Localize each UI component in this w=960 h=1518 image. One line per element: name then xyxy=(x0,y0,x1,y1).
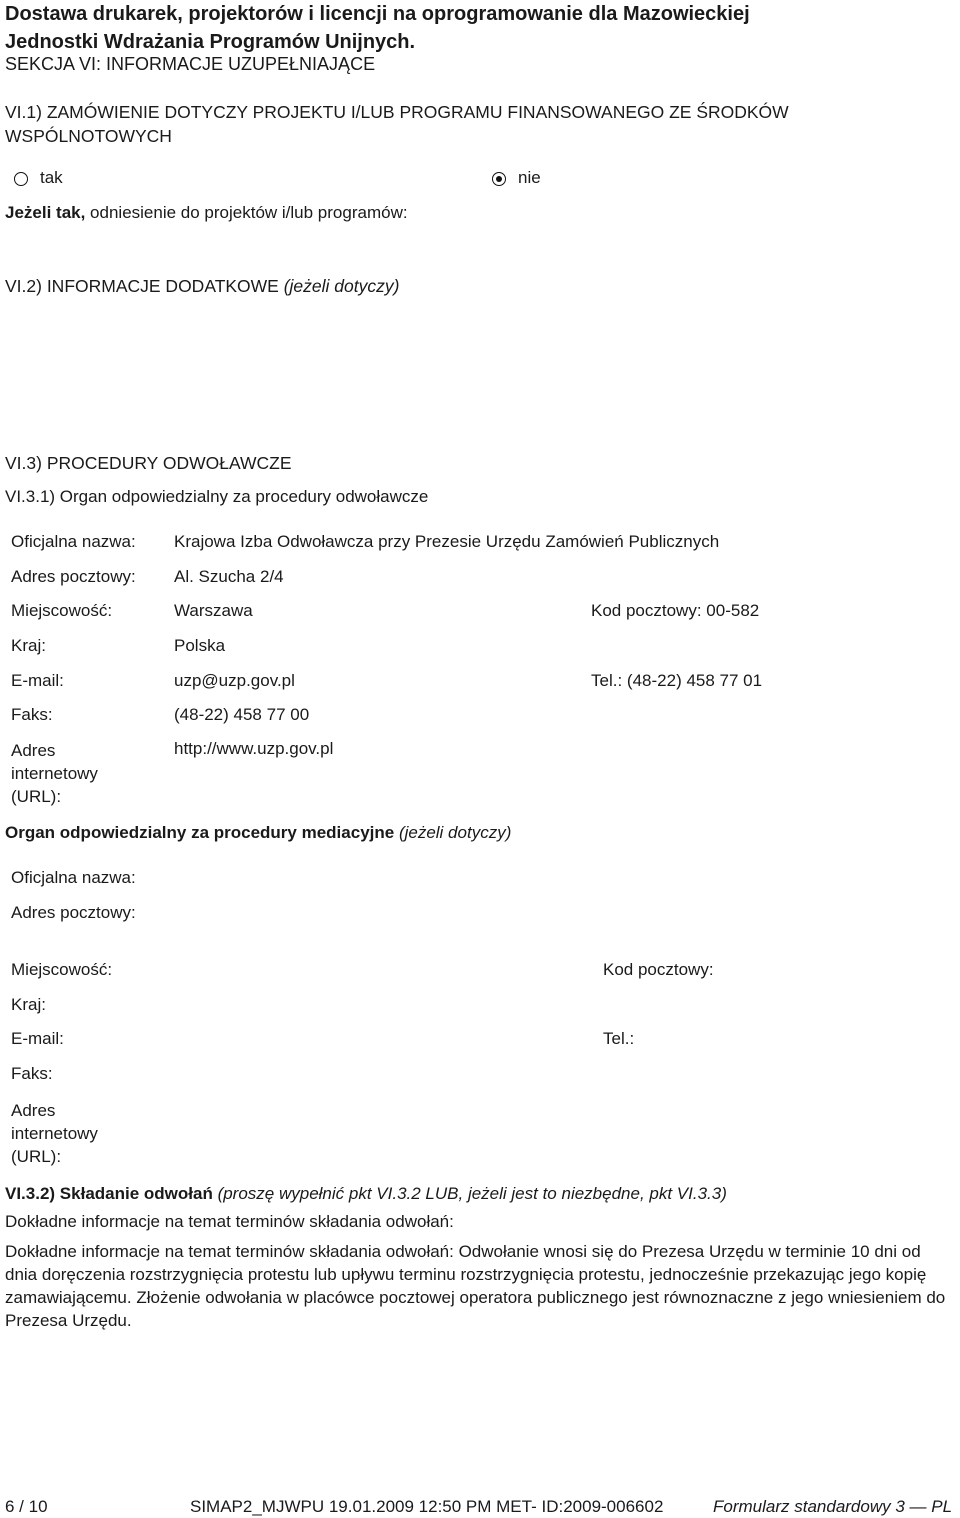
mediation-label-city: Miejscowość: xyxy=(11,960,113,979)
label-official-name: Oficjalna nazwa: xyxy=(11,532,136,551)
appeal-postcode: 00-582 xyxy=(706,601,760,620)
vi32-heading-note: (proszę wypełnić pkt VI.3.2 LUB, jeżeli jest to niezbędne, pkt VI.3.3) xyxy=(217,1184,727,1203)
vi3-heading: VI.3) PROCEDURY ODWOŁAWCZE xyxy=(5,453,292,473)
label-url xyxy=(11,739,98,808)
if-yes-line xyxy=(5,203,408,223)
mediation-heading xyxy=(5,823,511,843)
mediation-label-email: E-mail: xyxy=(11,1029,64,1048)
footer-page-number: 6 / 10 xyxy=(5,1497,48,1516)
label-country: Kraj: xyxy=(11,636,46,655)
radio-tak-label: tak xyxy=(40,168,63,187)
appeal-city: Warszawa xyxy=(174,601,253,620)
vi32-heading-text: VI.3.2) Składanie odwołań xyxy=(5,1184,218,1203)
section-title: SEKCJA VI: INFORMACJE UZUPEŁNIAJĄCE xyxy=(5,54,376,74)
label-postal-address: Adres pocztowy: xyxy=(11,567,136,586)
mediation-label-postal-address: Adres pocztowy: xyxy=(11,903,136,922)
radio-nie[interactable] xyxy=(492,172,506,186)
vi1-heading-line1: VI.1) ZAMÓWIENIE DOTYCZY PROJEKTU I/LUB PROGRAMU FINANSOWANEGO ZE ŚRODKÓW xyxy=(5,102,789,122)
details-label: Dokładne informacje na temat terminów składania odwołań: xyxy=(5,1212,454,1231)
if-yes-rest: odniesienie do projektów i/lub programów: xyxy=(85,203,408,222)
label-url-line1: Adres xyxy=(11,741,56,760)
vi2-heading xyxy=(5,276,399,297)
details-paragraph: Dokładne informacje na temat terminów składania odwołań: Odwołanie wnosi się do Prezesa Urzędu w terminie 10 dni od dnia doręczenia rozstrzygnięcia protestu lub upływu terminu rozstrzygnięcia protestu, jednocześnie przekazując jego kopię zamawiającemu. Złożenie odwołania w placówce pocztowej operatora publicznego jest równoznaczne z jego wniesieniem do Prezesa Urzędu. xyxy=(5,1242,946,1330)
label-postcode: Kod pocztowy: xyxy=(591,601,702,620)
mediation-label-url-line1: Adres xyxy=(11,1101,56,1120)
if-yes-bold: Jeżeli tak, xyxy=(5,203,86,222)
appeal-postcode-row xyxy=(591,601,759,621)
mediation-label-country: Kraj: xyxy=(11,995,46,1014)
appeal-official-name: Krajowa Izba Odwoławcza przy Prezesie Urzędu Zamówień Publicznych xyxy=(174,532,720,551)
appeal-country: Polska xyxy=(174,636,226,655)
mediation-label-tel: Tel.: xyxy=(603,1029,635,1048)
appeal-url[interactable]: http://www.uzp.gov.pl xyxy=(174,739,334,758)
radio-tak[interactable] xyxy=(14,172,28,186)
mediation-label-url xyxy=(11,1099,98,1168)
appeal-tel: (48-22) 458 77 01 xyxy=(626,671,763,690)
footer-form-name: Formularz standardowy 3 — PL xyxy=(713,1497,953,1516)
label-url-line2: internetowy xyxy=(11,764,98,783)
mediation-heading-note: (jeżeli dotyczy) xyxy=(398,823,512,842)
label-url-line3: (URL): xyxy=(11,787,62,806)
appeal-fax: (48-22) 458 77 00 xyxy=(174,705,310,724)
label-tel: Tel.: xyxy=(591,671,623,690)
mediation-label-official-name: Oficjalna nazwa: xyxy=(11,868,136,887)
mediation-label-url-line3: (URL): xyxy=(11,1147,62,1166)
mediation-label-fax: Faks: xyxy=(11,1064,53,1083)
vi31-heading: VI.3.1) Organ odpowiedzialny za procedury odwoławcze xyxy=(5,487,429,506)
appeal-tel-row xyxy=(591,671,762,691)
appeal-email[interactable]: uzp@uzp.gov.pl xyxy=(174,671,295,690)
appeal-postal-address: Al. Szucha 2/4 xyxy=(174,567,284,586)
label-city: Miejscowość: xyxy=(11,601,113,620)
vi1-heading-line2: WSPÓLNOTOWYCH xyxy=(5,126,172,146)
mediation-label-url-line2: internetowy xyxy=(11,1124,98,1143)
footer-document-id: SIMAP2_MJWPU 19.01.2009 12:50 PM MET- ID:2009-006602 xyxy=(190,1497,664,1516)
vi2-heading-note: (jeżeli dotyczy) xyxy=(283,276,400,296)
label-fax: Faks: xyxy=(11,705,53,724)
vi2-heading-text: VI.2) INFORMACJE DODATKOWE xyxy=(5,276,284,296)
document-title-line2: Jednostki Wdrażania Programów Unijnych. xyxy=(5,31,416,53)
mediation-heading-text: Organ odpowiedzialny za procedury mediacyjne xyxy=(5,823,399,842)
label-email: E-mail: xyxy=(11,671,64,690)
document-title-line1: Dostawa drukarek, projektorów i licencji na oprogramowanie dla Mazowieckiej xyxy=(5,3,750,25)
mediation-label-postcode: Kod pocztowy: xyxy=(603,960,714,979)
vi32-heading xyxy=(5,1184,727,1204)
radio-nie-label: nie xyxy=(518,168,541,187)
